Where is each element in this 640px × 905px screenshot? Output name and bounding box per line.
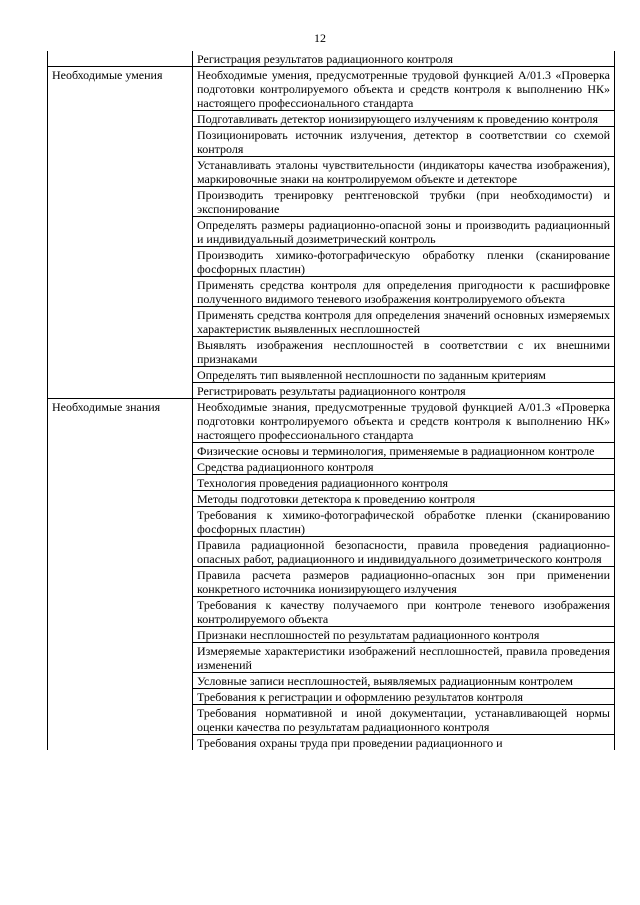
table-row <box>48 507 615 537</box>
page-number: 12 <box>314 31 326 45</box>
section-label-continuation <box>48 157 193 187</box>
section-label-continuation <box>48 459 193 475</box>
table-row <box>48 491 615 507</box>
table-cell-item: Применять средства контроля для определения пригодности к расшифровке полученного видимого теневого изображения контролируемого объекта <box>193 277 615 307</box>
table-row <box>48 673 615 689</box>
table-row <box>48 705 615 735</box>
table-row <box>48 459 615 475</box>
table-cell-item: Требования к регистрации и оформлению результатов контроля <box>193 689 615 705</box>
table-cell-item: Позиционировать источник излучения, детектор в соответствии со схемой контроля <box>193 127 615 157</box>
table-row <box>48 127 615 157</box>
table-cell-item: Требования охраны труда при проведении радиационного и <box>193 735 615 751</box>
section-label-continuation <box>48 735 193 751</box>
section-label-continuation <box>48 689 193 705</box>
table-row <box>48 67 615 111</box>
section-label-continuation <box>48 491 193 507</box>
section-label-continuation <box>48 705 193 735</box>
section-label-continuation <box>48 307 193 337</box>
table-cell-item: Измеряемые характеристики изображений несплошностей, правила проведения изменений <box>193 643 615 673</box>
table-cell-item: Средства радиационного контроля <box>193 459 615 475</box>
table-row <box>48 337 615 367</box>
table-cell-item: Необходимые умения, предусмотренные трудовой функцией A/01.3 «Проверка подготовки контролируемого объекта и средств контроля к выполнению НК» настоящего профессионального стандарта <box>193 67 615 111</box>
table-row <box>48 51 615 67</box>
section-label-continuation <box>48 127 193 157</box>
table-cell-item: Требования к химико-фотографической обработке пленки (сканированию фосфорных пластин) <box>193 507 615 537</box>
table-row <box>48 537 615 567</box>
section-label-continuation <box>48 367 193 383</box>
section-label-continuation <box>48 337 193 367</box>
table-row <box>48 735 615 751</box>
table-row <box>48 111 615 127</box>
table-cell-item: Определять тип выявленной несплошности по заданным критериям <box>193 367 615 383</box>
table-cell-item: Правила радиационной безопасности, правила проведения радиационно-опасных работ, радиационного и индивидуального дозиметрического контроля <box>193 537 615 567</box>
table-row <box>48 383 615 399</box>
section-label-continuation <box>48 217 193 247</box>
table-cell-item: Регистрировать результаты радиационного контроля <box>193 383 615 399</box>
table-row <box>48 475 615 491</box>
table-row <box>48 247 615 277</box>
table-row <box>48 643 615 673</box>
section-label-continuation <box>48 443 193 459</box>
section-label-continuation <box>48 247 193 277</box>
table-cell-carryover: Регистрация результатов радиационного контроля <box>193 51 615 67</box>
table-row <box>48 627 615 643</box>
section-label-continuation <box>48 277 193 307</box>
table-row <box>48 367 615 383</box>
table-row <box>48 217 615 247</box>
table-cell-item: Устанавливать эталоны чувствительности (индикаторы качества изображения), маркировочные знаки на контролируемом объекте и детекторе <box>193 157 615 187</box>
table-row <box>48 443 615 459</box>
table-row <box>48 689 615 705</box>
table-cell-item: Подготавливать детектор ионизирующего излучениям к проведению контроля <box>193 111 615 127</box>
section-label-continuation <box>48 187 193 217</box>
empty-label-cell <box>48 51 193 67</box>
section-label-continuation <box>48 597 193 627</box>
section-label-continuation <box>48 111 193 127</box>
section-label-continuation <box>48 507 193 537</box>
section-label-continuation <box>48 627 193 643</box>
table-row <box>48 597 615 627</box>
table-cell-item: Выявлять изображения несплошностей в соответствии с их внешними признаками <box>193 337 615 367</box>
table-cell-item: Производить химико-фотографическую обработку пленки (сканирование фосфорных пластин) <box>193 247 615 277</box>
table-cell-item: Условные записи несплошностей, выявляемых радиационным контролем <box>193 673 615 689</box>
table-cell-item: Методы подготовки детектора к проведению контроля <box>193 491 615 507</box>
table-row <box>48 277 615 307</box>
section-label: Необходимые умения <box>48 67 193 111</box>
table-cell-item: Необходимые знания, предусмотренные трудовой функцией A/01.3 «Проверка подготовки контролируемого объекта и средств контроля к выполнению НК» настоящего профессионального стандарта <box>193 399 615 443</box>
section-label-continuation <box>48 475 193 491</box>
section-label: Необходимые знания <box>48 399 193 443</box>
table-row <box>48 157 615 187</box>
table-cell-item: Требования к качеству получаемого при контроле теневого изображения контролируемого объекта <box>193 597 615 627</box>
table-cell-item: Производить тренировку рентгеновской трубки (при необходимости) и экспонирование <box>193 187 615 217</box>
section-label-continuation <box>48 567 193 597</box>
table-cell-item: Требования нормативной и иной документации, устанавливающей нормы оценки качества по результатам радиационного контроля <box>193 705 615 735</box>
table-cell-item: Определять размеры радиационно-опасной зоны и производить радиационный и индивидуальный дозиметрический контроль <box>193 217 615 247</box>
table-cell-item: Технология проведения радиационного контроля <box>193 475 615 491</box>
table-cell-item: Применять средства контроля для определения значений основных измеряемых характеристик выявленных несплошностей <box>193 307 615 337</box>
section-label-continuation <box>48 643 193 673</box>
table-cell-item: Признаки несплошностей по результатам радиационного контроля <box>193 627 615 643</box>
table-row <box>48 307 615 337</box>
section-label-continuation <box>48 673 193 689</box>
table-row <box>48 187 615 217</box>
section-label-continuation <box>48 537 193 567</box>
requirements-table-body <box>48 51 615 750</box>
requirements-table <box>47 51 615 750</box>
section-label-continuation <box>48 383 193 399</box>
table-row <box>48 567 615 597</box>
table-row <box>48 399 615 443</box>
table-cell-item: Правила расчета размеров радиационно-опасных зон при применении конкретного источника ионизирующего излучения <box>193 567 615 597</box>
table-cell-item: Физические основы и терминология, применяемые в радиационном контроле <box>193 443 615 459</box>
